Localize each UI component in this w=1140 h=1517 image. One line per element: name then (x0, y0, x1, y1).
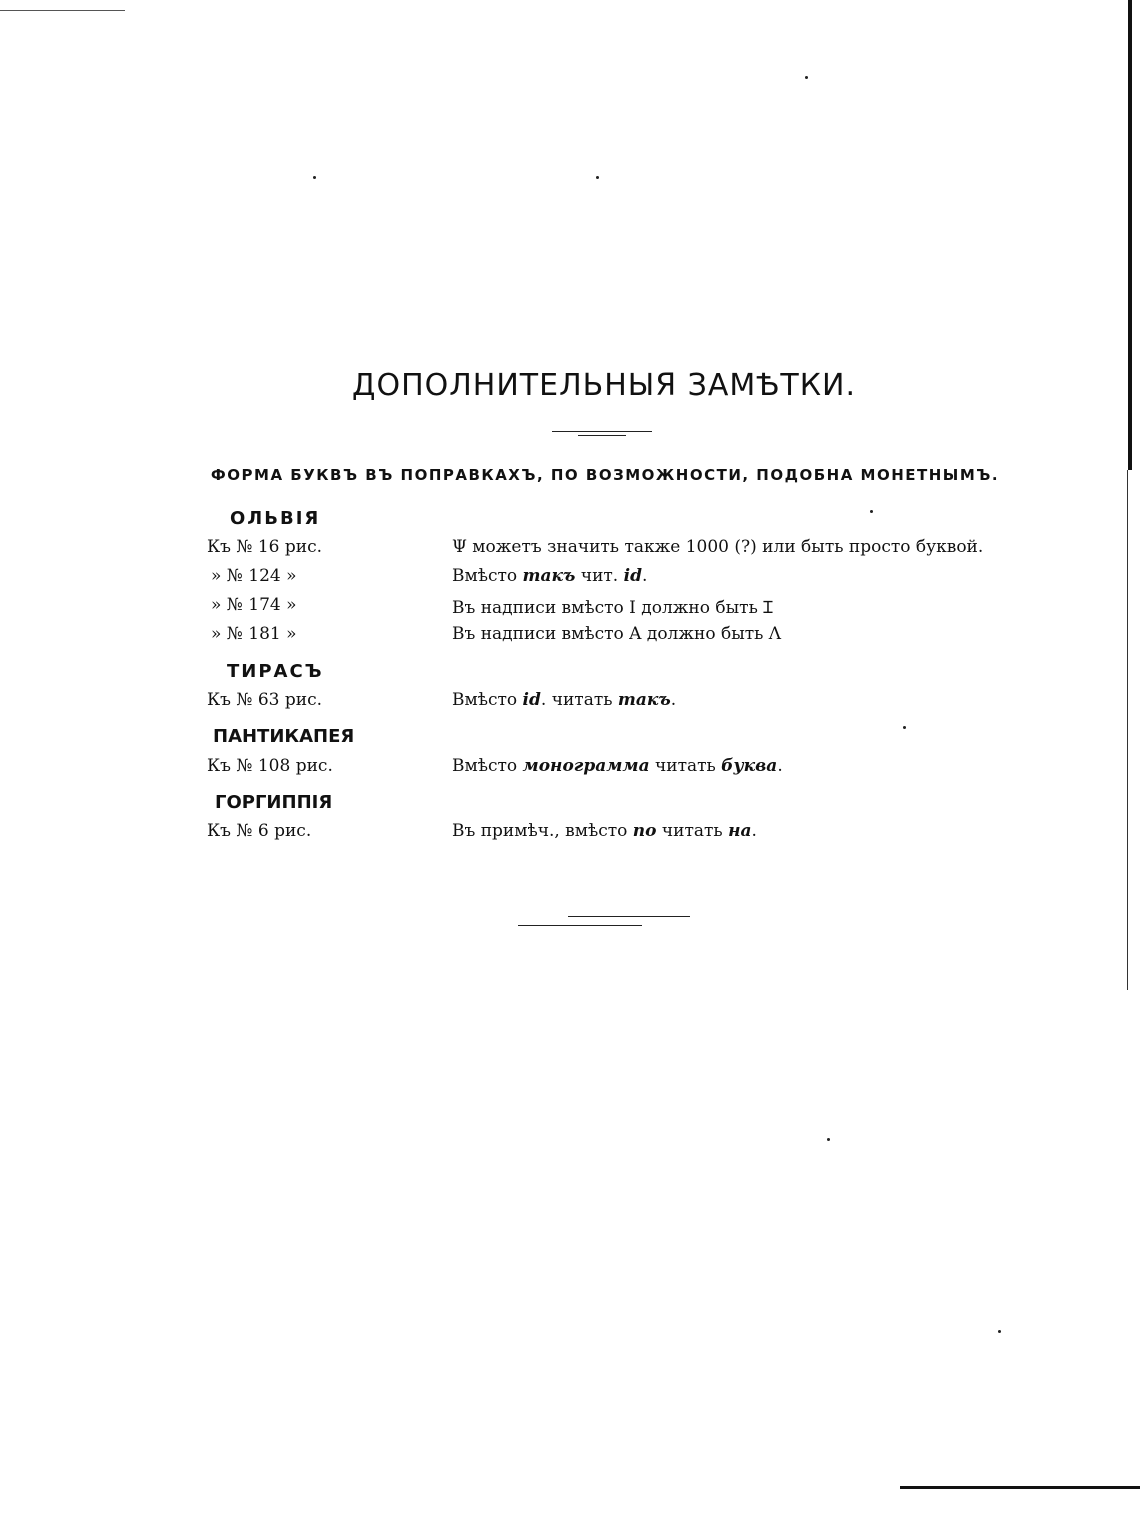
note-text: . (670, 690, 677, 710)
title-rule-short (578, 435, 626, 436)
section-heading-gorgippia: ГОРГИППІЯ (215, 792, 333, 813)
entry-ref: Къ № 108 рис. (207, 756, 333, 776)
speck (805, 76, 808, 79)
closing-rule (568, 916, 690, 917)
speck (870, 510, 873, 513)
scan-top-left-line (0, 10, 125, 11)
note-text: Вмѣсто (452, 756, 523, 776)
note-text: . читать (540, 690, 618, 710)
note-text: . (751, 821, 757, 841)
entry-note (452, 821, 757, 841)
note-text: . (777, 756, 783, 776)
speck (998, 1330, 1001, 1333)
entry-ref: » № 174 » (211, 595, 297, 615)
entry-ref: » № 181 » (211, 624, 297, 644)
entry-note (452, 624, 781, 644)
note-italic: id (623, 566, 642, 586)
subtitle: ФОРМА БУКВЪ ВЪ ПОПРАВКАХЪ, ПО ВОЗМОЖНОСТИ, ПОДОБНА МОНЕТНЫМЪ. (210, 466, 1000, 484)
speck (596, 176, 599, 179)
speck (827, 1138, 830, 1141)
note-italic: такъ (617, 690, 671, 710)
note-italic: id (522, 690, 541, 710)
note-text: читать (649, 756, 722, 776)
scan-edge-bottom (900, 1486, 1140, 1489)
note-italic: монограмма (522, 756, 650, 776)
note-italic: на (728, 821, 752, 841)
note-text: Въ надписи вмѣсто Α должно быть Λ (452, 624, 782, 644)
entry-ref: » № 124 » (211, 566, 297, 586)
note-text: . (641, 566, 648, 586)
scan-edge-right-thin (1127, 470, 1128, 990)
entry-ref: Къ № 63 рис. (207, 690, 323, 710)
speck (903, 726, 906, 729)
note-text: чит. (575, 566, 624, 586)
title-rule (552, 431, 652, 432)
note-italic: по (632, 821, 657, 841)
note-text: читать (656, 821, 729, 841)
note-text: Ψ можетъ значить также 1000 (?) или быть просто буквой. (452, 537, 984, 557)
note-italic: буква (721, 756, 778, 776)
entry-ref: Къ № 16 рис. (207, 537, 323, 557)
section-heading-tyras: ТИРАСЪ (227, 661, 324, 682)
note-text: Въ примѣч., вмѣсто (452, 821, 633, 841)
entry-ref: Къ № 6 рис. (207, 821, 312, 841)
closing-rule-lower (518, 925, 642, 926)
entry-note (452, 756, 783, 776)
note-text: Вмѣсто (452, 690, 523, 710)
section-heading-panticapaeum: ПАНТИКАПЕЯ (213, 726, 355, 747)
entry-note (452, 537, 983, 557)
note-text: Вмѣсто (452, 566, 523, 586)
entry-note (452, 690, 676, 710)
entry-note (452, 595, 773, 618)
entry-note (452, 566, 647, 586)
note-text: Въ надписи вмѣсто Ι должно быть Ɪ (452, 598, 773, 618)
note-italic: такъ (522, 566, 576, 586)
section-heading-olbia: ОЛЬВІЯ (230, 508, 321, 529)
speck (313, 176, 316, 179)
page-title: ДОПОЛНИТЕЛЬНЫЯ ЗАМѢТКИ. (352, 368, 856, 403)
